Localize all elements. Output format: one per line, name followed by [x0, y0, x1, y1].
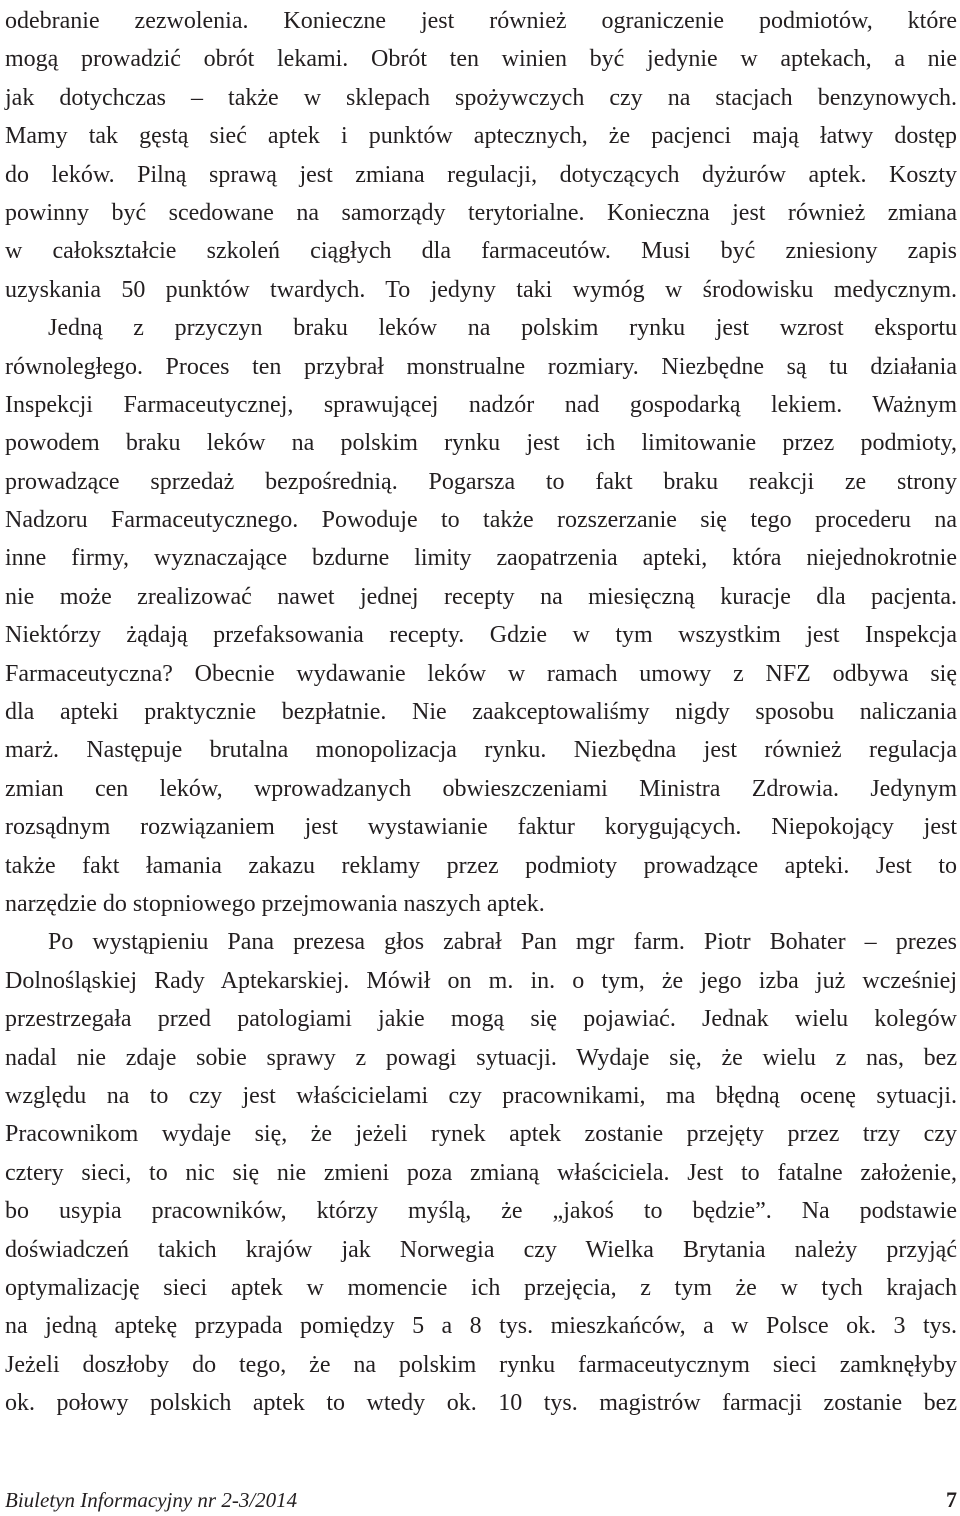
text-line: doświadczeń takich krajów jak Norwegia czy Wielka Brytania należy przyjąć	[5, 1236, 957, 1263]
text-line: jak dotychczas – także w sklepach spożywczych czy na stacjach benzynowych.	[5, 84, 957, 111]
text-line: prowadzące sprzedaż bezpośrednią. Pogarsza to fakt braku reakcji ze strony	[5, 468, 957, 495]
text-line: narzędzie do stopniowego przejmowania naszych aptek.	[5, 890, 545, 917]
page-footer	[5, 1486, 957, 1514]
text-line: ok. połowy polskich aptek to wtedy ok. 10 tys. magistrów farmacji zostanie bez	[5, 1390, 957, 1417]
text-line: bo usypia pracowników, którzy myślą, że „jakoś to będzie”. Na podstawie	[5, 1198, 957, 1225]
text-line: nadal nie zdaje sobie sprawy z powagi sytuacji. Wydaje się, że wielu z nas, bez	[5, 1044, 957, 1071]
paragraph	[5, 923, 957, 1422]
text-line: cztery sieci, to nic się nie zmieni poza zmianą właściciela. Jest to fatalne założenie,	[5, 1159, 957, 1186]
text-line: uzyskania 50 punktów twardych. To jedyny taki wymóg w środowisku medycznym.	[5, 276, 957, 303]
text-line: do leków. Pilną sprawą jest zmiana regulacji, dotyczących dyżurów aptek. Koszty	[5, 161, 957, 188]
text-line: rozsądnym rozwiązaniem jest wystawianie faktur korygujących. Niepokojący jest	[5, 814, 957, 841]
text-line: Po wystąpieniu Pana prezesa głos zabrał Pan mgr farm. Piotr Bohater – prezes	[48, 929, 957, 956]
text-line: powodem braku leków na polskim rynku jest ich limitowanie przez podmioty,	[5, 430, 957, 457]
text-line: Nadzoru Farmaceutycznego. Powoduje to także rozszerzanie się tego procederu na	[5, 507, 957, 534]
text-line: Farmaceutyczna? Obecnie wydawanie leków w ramach umowy z NFZ odbywa się	[5, 660, 957, 687]
text-line: zmian cen leków, wprowadzanych obwieszczeniami Ministra Zdrowia. Jedynym	[5, 775, 957, 802]
text-line: przestrzegała przed patologiami jakie mogą się pojawiać. Jednak wielu kolegów	[5, 1006, 957, 1033]
text-line: równoległego. Proces ten przybrał monstrualne rozmiary. Niezbędne są tu działania	[5, 353, 957, 380]
text-line: dla apteki praktycznie bezpłatnie. Nie zaakceptowaliśmy nigdy sposobu naliczania	[5, 699, 957, 726]
text-line: mogą prowadzić obrót lekami. Obrót ten winien być jedynie w aptekach, a nie	[5, 46, 957, 73]
text-line: optymalizację sieci aptek w momencie ich przejęcia, z tym że w tych krajach	[5, 1274, 957, 1301]
text-line: Mamy tak gęstą sieć aptek i punktów aptecznych, że pacjenci mają łatwy dostęp	[5, 123, 957, 150]
text-line: Jeżeli doszłoby do tego, że na polskim rynku farmaceutycznym sieci zamknęłyby	[5, 1351, 957, 1378]
text-line: w całokształcie szkoleń ciągłych dla farmaceutów. Musi być zniesiony zapis	[5, 238, 957, 265]
text-line: na jedną aptekę przypada pomiędzy 5 a 8 tys. mieszkańców, a w Polsce ok. 3 tys.	[5, 1313, 957, 1340]
body-text	[5, 2, 957, 1422]
text-line: inne firmy, wyznaczające bzdurne limity zaopatrzenia apteki, która niejednokrotnie	[5, 545, 957, 572]
text-line: względu na to czy jest właścicielami czy pracownikami, ma błędną ocenę sytuacji.	[5, 1082, 957, 1109]
text-line: także fakt łamania zakazu reklamy przez podmioty prowadzące apteki. Jest to	[5, 852, 957, 879]
text-line: Dolnośląskiej Rady Aptekarskiej. Mówił on m. in. o tym, że jego izba już wcześniej	[5, 967, 957, 994]
text-line: Pracownikom wydaje się, że jeżeli rynek aptek zostanie przejęty przez trzy czy	[5, 1121, 957, 1148]
publication-title: Biuletyn Informacyjny nr 2-3/2014	[5, 1488, 298, 1512]
page-number: 7	[946, 1487, 957, 1512]
text-line: nie może zrealizować nawet jednej recepty na miesięczną kuracje dla pacjenta.	[5, 583, 957, 610]
text-line: powinny być scedowane na samorządy terytorialne. Konieczna jest również zmiana	[5, 199, 957, 226]
text-line: marż. Następuje brutalna monopolizacja rynku. Niezbędna jest również regulacja	[5, 737, 957, 764]
text-line: odebranie zezwolenia. Konieczne jest również ograniczenie podmiotów, które	[5, 8, 957, 34]
text-line: Inspekcji Farmaceutycznej, sprawującej nadzór nad gospodarką lekiem. Ważnym	[5, 391, 957, 418]
text-line: Niektórzy żądają przefaksowania recepty. Gdzie w tym wszystkim jest Inspekcja	[5, 622, 957, 649]
text-line: Jedną z przyczyn braku leków na polskim rynku jest wzrost eksportu	[48, 315, 957, 342]
paragraph	[5, 2, 957, 309]
paragraph	[5, 309, 957, 923]
